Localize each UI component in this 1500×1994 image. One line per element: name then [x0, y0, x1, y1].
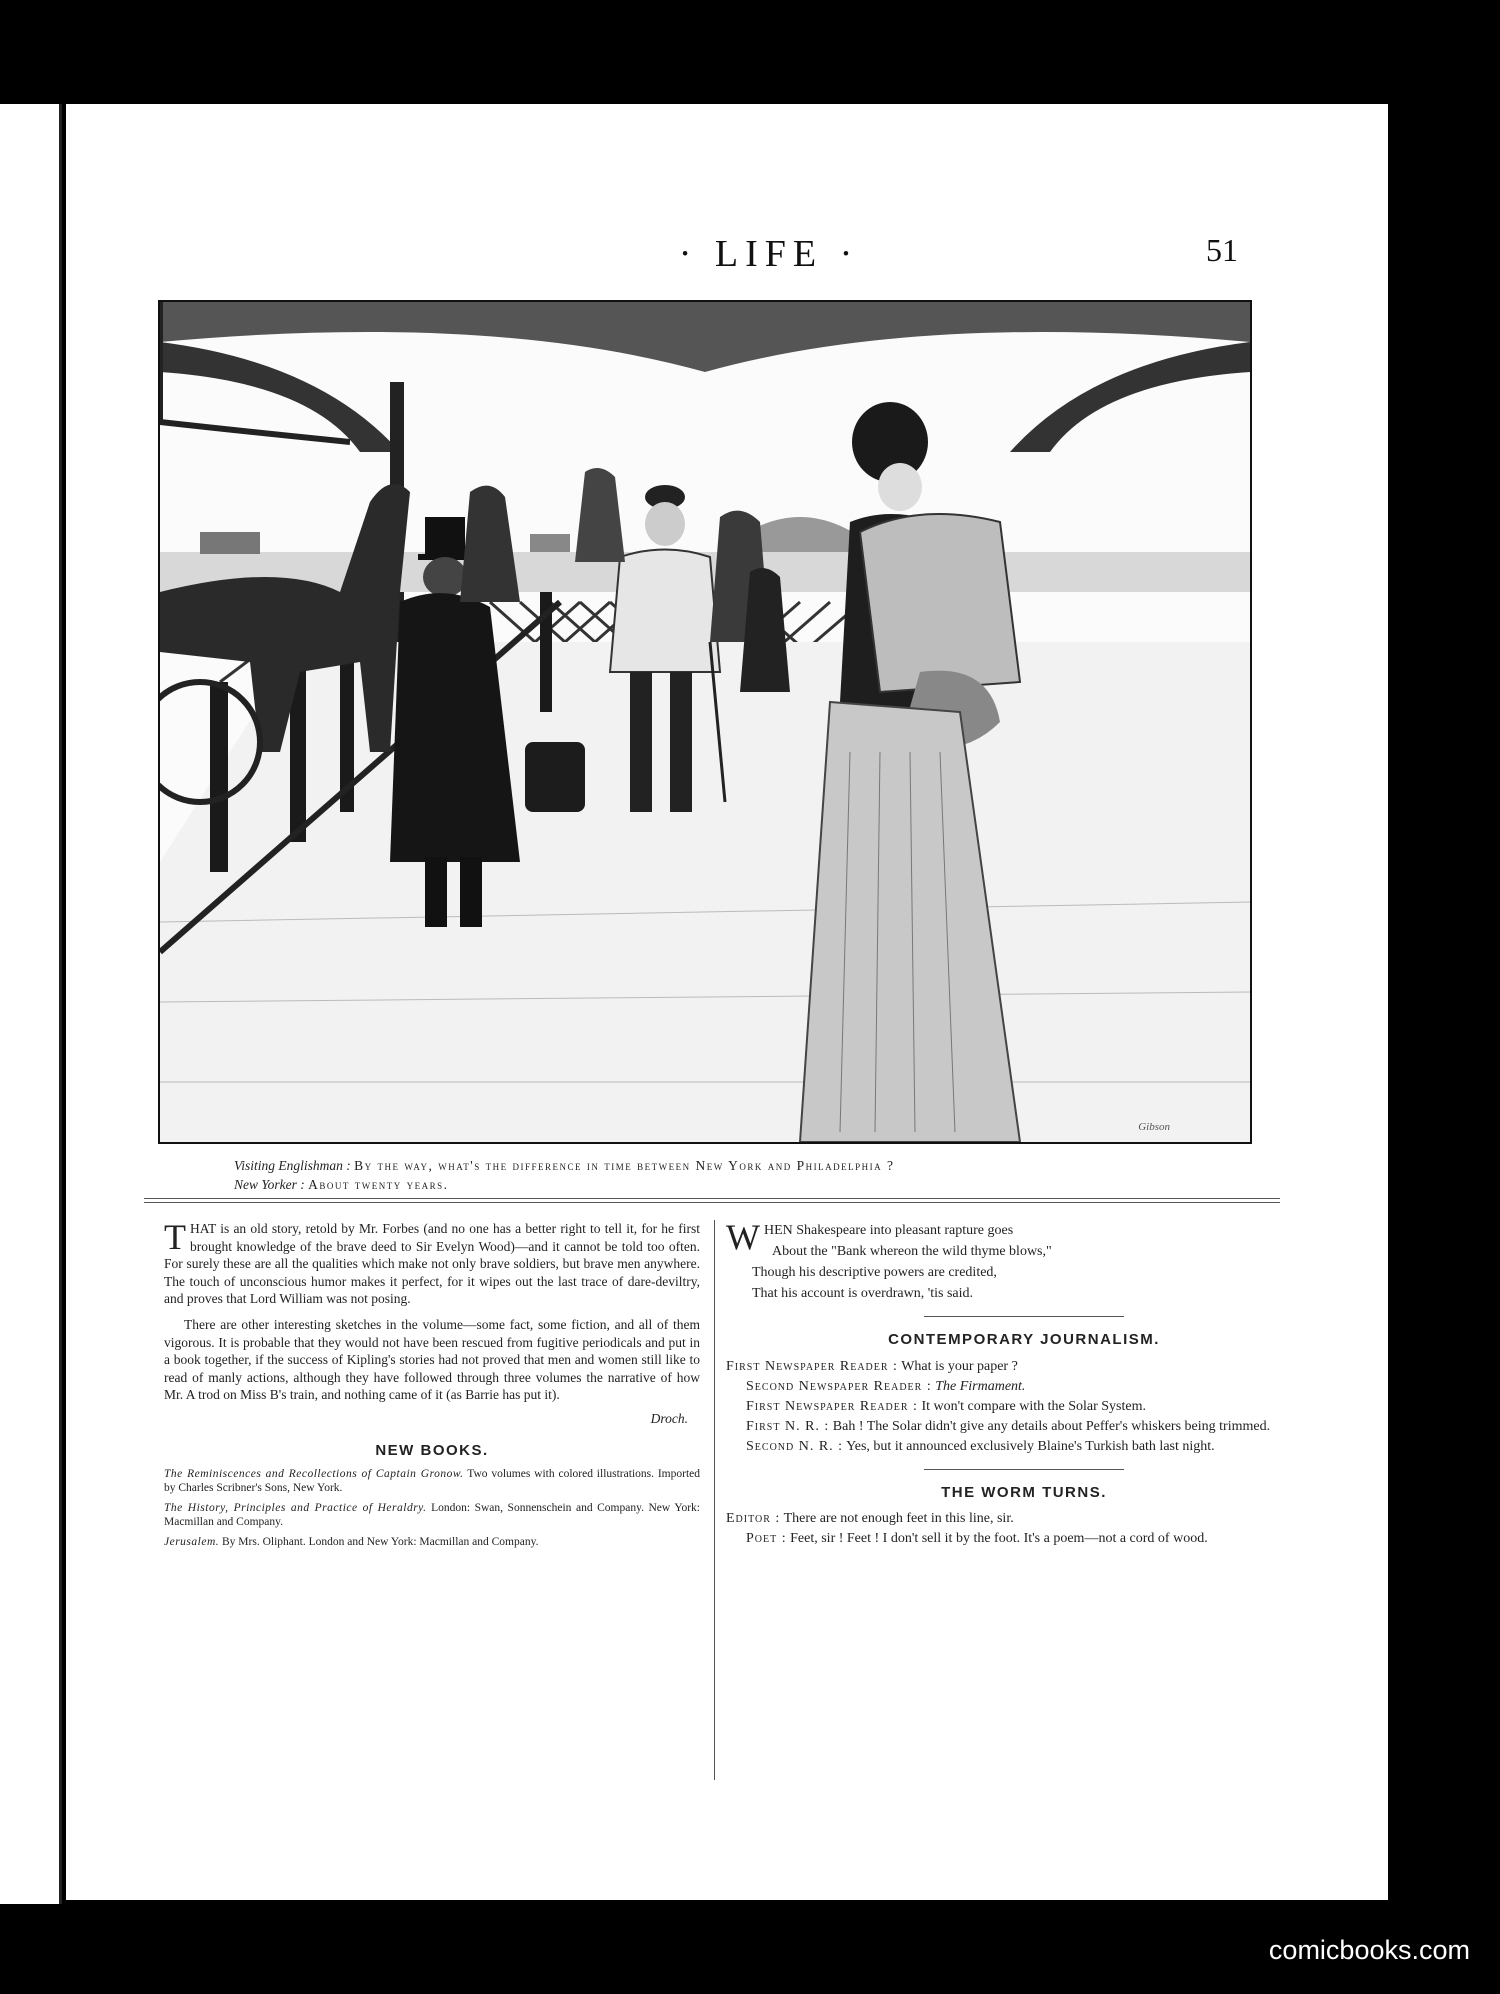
- caption-line-2: [234, 1175, 1264, 1194]
- caption-text: About twenty years.: [308, 1177, 449, 1192]
- section-divider: [144, 1202, 1280, 1203]
- shakespeare-poem: [726, 1217, 1322, 1304]
- book-listing: The Reminiscences and Recollections of Captain Gronow. Two volumes with colored illustrations. Imported by Charles Scribner's Sons, New York.: [164, 1468, 700, 1495]
- book-listing: The History, Principles and Practice of Heraldry. London: Swan, Sonnenschein and Company. New York: Macmillan and Company.: [164, 1502, 700, 1529]
- caption-speaker: Visiting Englishman :: [234, 1158, 351, 1173]
- section-divider: [144, 1198, 1280, 1199]
- magazine-page: [66, 104, 1388, 1900]
- book-listing: Jerusalem. By Mrs. Oliphant. London and New York: Macmillan and Company.: [164, 1536, 539, 1549]
- short-rule: [924, 1469, 1124, 1470]
- review-paragraph: THAT is an old story, retold by Mr. Forbes (and no one has a better right to tell it, for he first brought knowledge of the brave deed to Sir Evelyn Wood)—and it cannot be told too often. For surely these are all the qualities which make not only brave soldiers, but brave men anywhere. The touch of unconscious humor makes it perfect, for it wipes out the last trace of dare-deviltry, and proves that Lord William was not posing.: [164, 1217, 700, 1307]
- journalism-heading: CONTEMPORARY JOURNALISM.: [888, 1331, 1160, 1348]
- page-number: 51: [1206, 232, 1238, 268]
- ferry-scene-drawing: [160, 302, 1250, 1142]
- caption-line-1: [234, 1156, 1264, 1175]
- right-column: [726, 1217, 1322, 1549]
- review-paragraph: There are other interesting sketches in the volume—some fact, some fiction, and all of them vigorous. It is probable that they would not have been rescued from fugitive periodicals and put in a book together, if the success of Kipling's stories had not proved that men and women still like to read of manly actions, although they have followed through three volumes the narrative of how Mr. A trod on Miss B's train, and nothing came of it (as Barrie has put it).: [164, 1316, 700, 1403]
- short-rule: [924, 1316, 1124, 1317]
- caption-speaker: New Yorker :: [234, 1177, 305, 1192]
- dialog-line: Second N. R. : Yes, but it announced exclusively Blaine's Turkish bath last night.: [746, 1438, 1215, 1454]
- worm-dialog: [726, 1509, 1322, 1549]
- running-title: · LIFE ·: [678, 233, 860, 275]
- journalism-dialog: [726, 1357, 1322, 1457]
- poem-line: That his account is overdrawn, 'tis said.: [752, 1286, 974, 1301]
- page-header: [66, 232, 1388, 292]
- ferry-illustration: [158, 300, 1252, 1144]
- caption-text: By the way, what's the difference in time between New York and Philadelphia ?: [354, 1158, 895, 1173]
- drop-cap: T: [164, 1217, 186, 1257]
- left-column: [164, 1217, 700, 1555]
- poem-line: WHEN Shakespeare into pleasant rapture goes: [726, 1217, 1014, 1257]
- site-watermark: comicbooks.com: [1268, 1935, 1470, 1965]
- dialog-line: First N. R. : Bah ! The Solar didn't give any details about Peffer's whiskers being trimmed.: [746, 1418, 1271, 1434]
- dialog-line: Second Newspaper Reader : The Firmament.: [746, 1378, 1026, 1394]
- review-signature: Droch.: [650, 1410, 688, 1426]
- drop-cap: W: [726, 1217, 760, 1257]
- dialog-line: Editor : There are not enough feet in this line, sir.: [726, 1511, 1014, 1527]
- poem-line: Though his descriptive powers are credited,: [752, 1265, 997, 1280]
- artist-signature: Gibson: [1138, 1121, 1170, 1133]
- dialog-line: Poet : Feet, sir ! Feet ! I don't sell it by the foot. It's a poem—not a cord of wood.: [746, 1531, 1208, 1547]
- column-divider: [714, 1220, 715, 1780]
- facing-page-edge: [0, 104, 62, 1904]
- dialog-line: First Newspaper Reader : What is your paper ?: [726, 1358, 1018, 1374]
- illustration-caption: [234, 1156, 1264, 1194]
- new-books-heading: NEW BOOKS.: [375, 1441, 489, 1459]
- worm-heading: THE WORM TURNS.: [941, 1483, 1107, 1501]
- dialog-line: First Newspaper Reader : It won't compare with the Solar System.: [746, 1398, 1146, 1414]
- poem-line: About the "Bank whereon the wild thyme blows,": [772, 1244, 1052, 1259]
